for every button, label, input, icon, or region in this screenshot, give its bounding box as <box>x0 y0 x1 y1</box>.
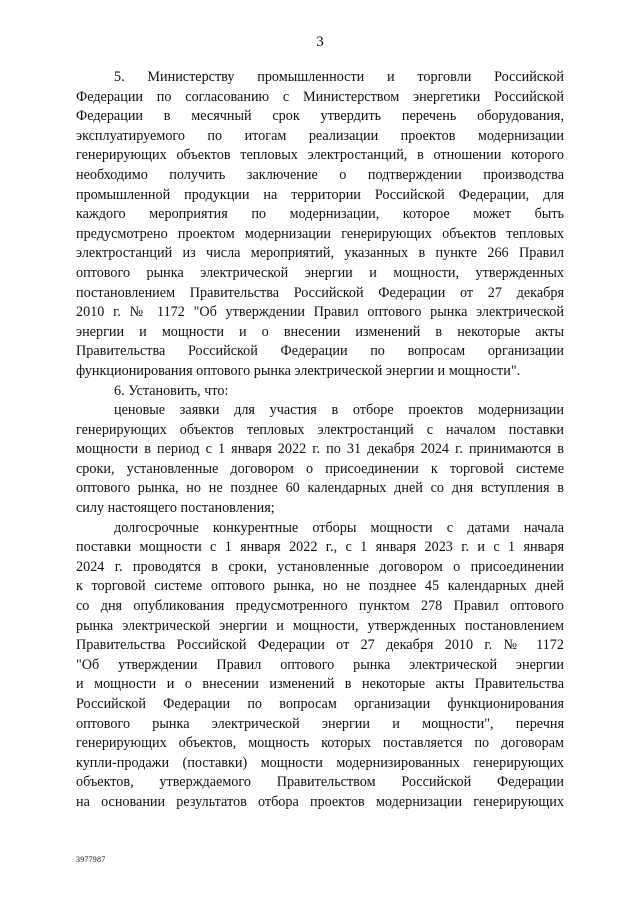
text-line: "Об утверждении Правил оптового рынка электрической энергии <box>76 656 564 673</box>
text-line: на основании результатов отбора проектов модернизации генерирующих <box>76 793 564 810</box>
text-line: к торговой системе оптового рынка, но не позднее 45 календарных дней <box>76 578 564 595</box>
text-line: со дня опубликования предусмотренного пунктом 278 Правил оптового <box>76 598 564 615</box>
text-line: генерирующих объектов тепловых электростанций с началом поставки <box>76 421 564 438</box>
text-line: функционирования оптового рынка электрической энергии и мощности". <box>76 362 521 379</box>
text-line: предусмотрено проектом модернизации генерирующих объектов тепловых <box>76 225 564 242</box>
text-line: рынка электрической энергии и мощности, утвержденных постановлением <box>76 617 564 634</box>
text-line: Федерации в месячный срок утвердить перечень оборудования, <box>76 108 564 125</box>
document-id: 3977987 <box>76 855 106 864</box>
text-line: долгосрочные конкурентные отборы мощности с датами начала <box>114 519 564 536</box>
text-line: Правительства Российской Федерации по вопросам организации <box>76 343 564 360</box>
text-line: 6. Установить, что: <box>114 382 229 399</box>
page-number: 3 <box>316 34 324 50</box>
text-line: Федерации по согласованию с Министерством энергетики Российской <box>76 88 564 105</box>
text-line: силу настоящего постановления; <box>76 500 275 517</box>
text-line: оптового рынка электрической энергии и мощности, утвержденных <box>76 264 564 281</box>
text-line: промышленной продукции на территории Российской Федерации, для <box>76 186 564 203</box>
text-line: необходимо получить заключение о подтверждении производства <box>76 166 564 183</box>
document-body <box>76 68 564 813</box>
text-line: купли-продажи (поставки) мощности модернизированных генерирующих <box>76 754 564 771</box>
text-line: генерирующих объектов, мощность которых поставляется по договорам <box>76 735 564 752</box>
text-line: генерирующих объектов тепловых электростанций, в отношении которого <box>76 147 564 164</box>
text-line: 5. Министерству промышленности и торговли Российской <box>114 69 564 85</box>
text-line: Российской Федерации по вопросам организации функционирования <box>76 696 564 712</box>
text-line: оптового рынка электрической энергии и мощности", перечня <box>76 715 564 732</box>
text-line: энергии и мощности и о внесении изменений в некоторые акты <box>76 323 564 340</box>
text-line: Правительства Российской Федерации от 27 декабря 2010 г. № 1172 <box>76 637 564 654</box>
text-line: ценовые заявки для участия в отборе проектов модернизации <box>114 402 564 419</box>
text-line: эксплуатируемого по итогам реализации проектов модернизации <box>76 127 564 144</box>
text-line: 2024 г. проводятся в сроки, установленные договором о присоединении <box>76 558 564 575</box>
text-line: каждого мероприятия по модернизации, которое может быть <box>76 206 564 223</box>
text-line: сроки, установленные договором о присоединении к торговой системе <box>76 460 564 477</box>
text-line: мощности в период с 1 января 2022 г. по 31 декабря 2024 г. принимаются в <box>76 441 564 458</box>
text-line: оптового рынка, но не позднее 60 календарных дней со дня вступления в <box>76 480 564 497</box>
text-line: 2010 г. № 1172 "Об утверждении Правил оптового рынка электрической <box>76 304 564 321</box>
text-line: и мощности и о внесении изменений в некоторые акты Правительства <box>76 676 564 693</box>
text-line: поставки мощности с 1 января 2022 г., с 1 января 2023 г. и с 1 января <box>76 539 564 556</box>
text-line: постановлением Правительства Российской Федерации от 27 декабря <box>76 284 564 301</box>
text-line: электростанций из числа мероприятий, указанных в пункте 266 Правил <box>76 245 564 262</box>
text-line: объектов, утверждаемого Правительством Российской Федерации <box>76 774 564 791</box>
